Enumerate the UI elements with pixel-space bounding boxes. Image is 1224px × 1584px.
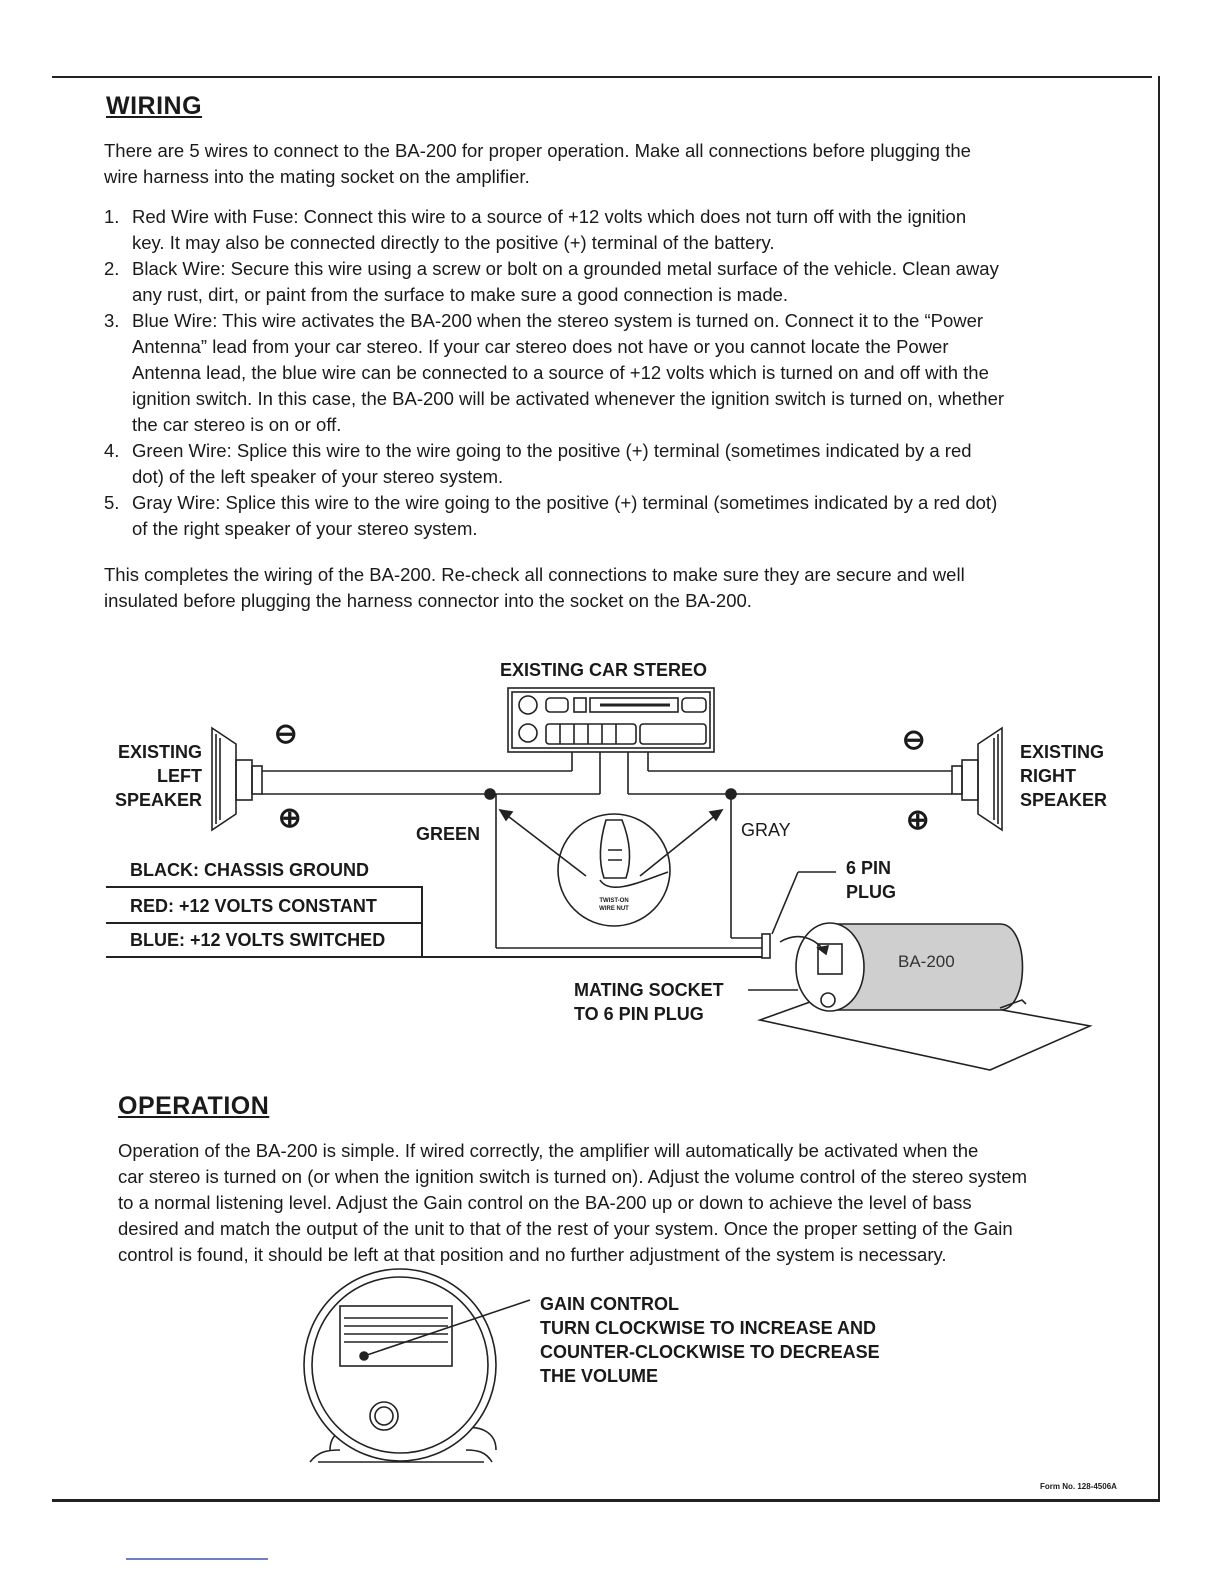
six-pin-plug-label-line: 6 PIN <box>846 858 892 878</box>
wiring-intro-line-1: There are 5 wires to connect to the BA-200 for proper operation. Make all connections before plugging the <box>104 140 971 161</box>
item-line: dot) of the left speaker of your stereo system. <box>132 466 504 487</box>
gain-control-illustration <box>304 1269 530 1462</box>
operation-line: Operation of the BA-200 is simple. If wired correctly, the amplifier will automatically be activated when the <box>118 1140 979 1161</box>
mating-socket-label-line: TO 6 PIN PLUG <box>574 1004 704 1024</box>
wire-nut-label <box>584 897 644 913</box>
wiring-closing-line-1: This completes the wiring of the BA-200. Re-check all connections to make sure they are secure and well <box>104 564 965 585</box>
operation-line: desired and match the output of the unit to that of the rest of your system. Once the proper setting of the Gain <box>118 1218 1013 1239</box>
table-line <box>106 956 762 958</box>
operation-line: to a normal listening level. Adjust the Gain control on the BA-200 up or down to achieve the level of bass <box>118 1192 972 1213</box>
form-number: Form No. 128-4506A <box>1040 1482 1117 1491</box>
item-line: the car stereo is on or off. <box>132 414 342 435</box>
item-line: key. It may also be connected directly to the positive (+) terminal of the battery. <box>132 232 775 253</box>
item-line: Red Wire with Fuse: Connect this wire to a source of +12 volts which does not turn off with the ignition <box>132 206 967 227</box>
item-line: Black Wire: Secure this wire using a screw or bolt on a grounded metal surface of the vehicle. Clean away <box>132 258 999 279</box>
gain-control-label-line: TURN CLOCKWISE TO INCREASE AND <box>540 1318 877 1338</box>
item-line: any rust, dirt, or paint from the surface to make sure a good connection is made. <box>132 284 789 305</box>
item-number: 4. <box>104 440 120 461</box>
wire-nut-label-line: WIRE NUT <box>599 906 629 912</box>
table-line <box>106 886 422 888</box>
mating-socket-label <box>574 978 724 1026</box>
item-line: Gray Wire: Splice this wire to the wire going to the positive (+) terminal (sometimes indicated by a red dot) <box>132 492 998 513</box>
item-number: 2. <box>104 258 120 279</box>
wiring-closing-line-2: insulated before plugging the harness connector into the socket on the BA-200. <box>104 590 752 611</box>
amplifier-label: BA-200 <box>898 952 955 971</box>
wire-nut-label-line: TWIST-ON <box>599 898 629 904</box>
gain-control-label <box>540 1292 880 1388</box>
gain-control-label-line: THE VOLUME <box>540 1366 659 1386</box>
wiring-intro-line-2: wire harness into the mating socket on the amplifier. <box>104 166 530 187</box>
gain-control-label-line: COUNTER-CLOCKWISE TO DECREASE <box>540 1342 880 1362</box>
item-number: 3. <box>104 310 120 331</box>
operation-line: car stereo is turned on (or when the ignition switch is turned on). Adjust the volume control of the stereo system <box>118 1166 1028 1187</box>
right-speaker-label-line: SPEAKER <box>1020 790 1108 810</box>
six-pin-plug-label-line: PLUG <box>846 882 897 902</box>
wiring-heading: WIRING <box>106 92 203 120</box>
item-line: Green Wire: Splice this wire to the wire going to the positive (+) terminal (sometimes indicated by a red <box>132 440 972 461</box>
wire-table-black: BLACK: CHASSIS GROUND <box>130 860 370 880</box>
item-line: of the right speaker of your stereo system. <box>132 518 478 539</box>
left-minus-icon: ⊖ <box>274 718 298 749</box>
item-number: 1. <box>104 206 120 227</box>
right-minus-icon: ⊖ <box>902 724 926 755</box>
right-speaker-icon <box>952 728 1002 830</box>
item-line: ignition switch. In this case, the BA-200 will be activated whenever the ignition switch is turned on, whether <box>132 388 1005 409</box>
operation-text <box>118 1138 1148 1268</box>
right-speaker-label <box>1020 740 1107 812</box>
bottom-blue-rule <box>126 1558 268 1560</box>
wire-table-blue: BLUE: +12 VOLTS SWITCHED <box>130 930 386 950</box>
left-plus-icon: ⊕ <box>278 802 302 833</box>
operation-line: control is found, it should be left at that position and no further adjustment of the system is necessary. <box>118 1244 947 1265</box>
gain-control-label-line: GAIN CONTROL <box>540 1294 679 1314</box>
item-number: 5. <box>104 492 120 513</box>
item-line: Antenna lead, the blue wire can be connected to a source of +12 volts which is turned on and off with the <box>132 362 989 383</box>
car-stereo-label: EXISTING CAR STEREO <box>500 660 708 680</box>
item-line: Antenna” lead from your car stereo. If your car stereo does not have or you cannot locate the Power <box>132 336 949 357</box>
item-line: Blue Wire: This wire activates the BA-200 when the stereo system is turned on. Connect it to the “Power <box>132 310 984 331</box>
six-pin-plug-label <box>846 856 896 904</box>
right-speaker-label-line: RIGHT <box>1020 766 1076 786</box>
left-speaker-label-line: LEFT <box>157 766 202 786</box>
table-line <box>421 886 423 956</box>
left-speaker-label <box>100 740 202 812</box>
car-stereo-icon <box>508 688 714 752</box>
left-speaker-label-line: EXISTING <box>117 742 202 762</box>
green-wire-label: GREEN <box>416 824 481 844</box>
left-speaker-icon <box>212 728 262 830</box>
left-speaker-label-line: SPEAKER <box>114 790 202 810</box>
right-speaker-label-line: EXISTING <box>1020 742 1105 762</box>
mating-socket-label-line: MATING SOCKET <box>574 980 724 1000</box>
gray-wire-label: GRAY <box>741 820 791 840</box>
wire-table-red: RED: +12 VOLTS CONSTANT <box>130 896 377 916</box>
right-plus-icon: ⊕ <box>906 804 930 835</box>
table-line <box>106 922 422 924</box>
operation-heading: OPERATION <box>118 1092 270 1120</box>
